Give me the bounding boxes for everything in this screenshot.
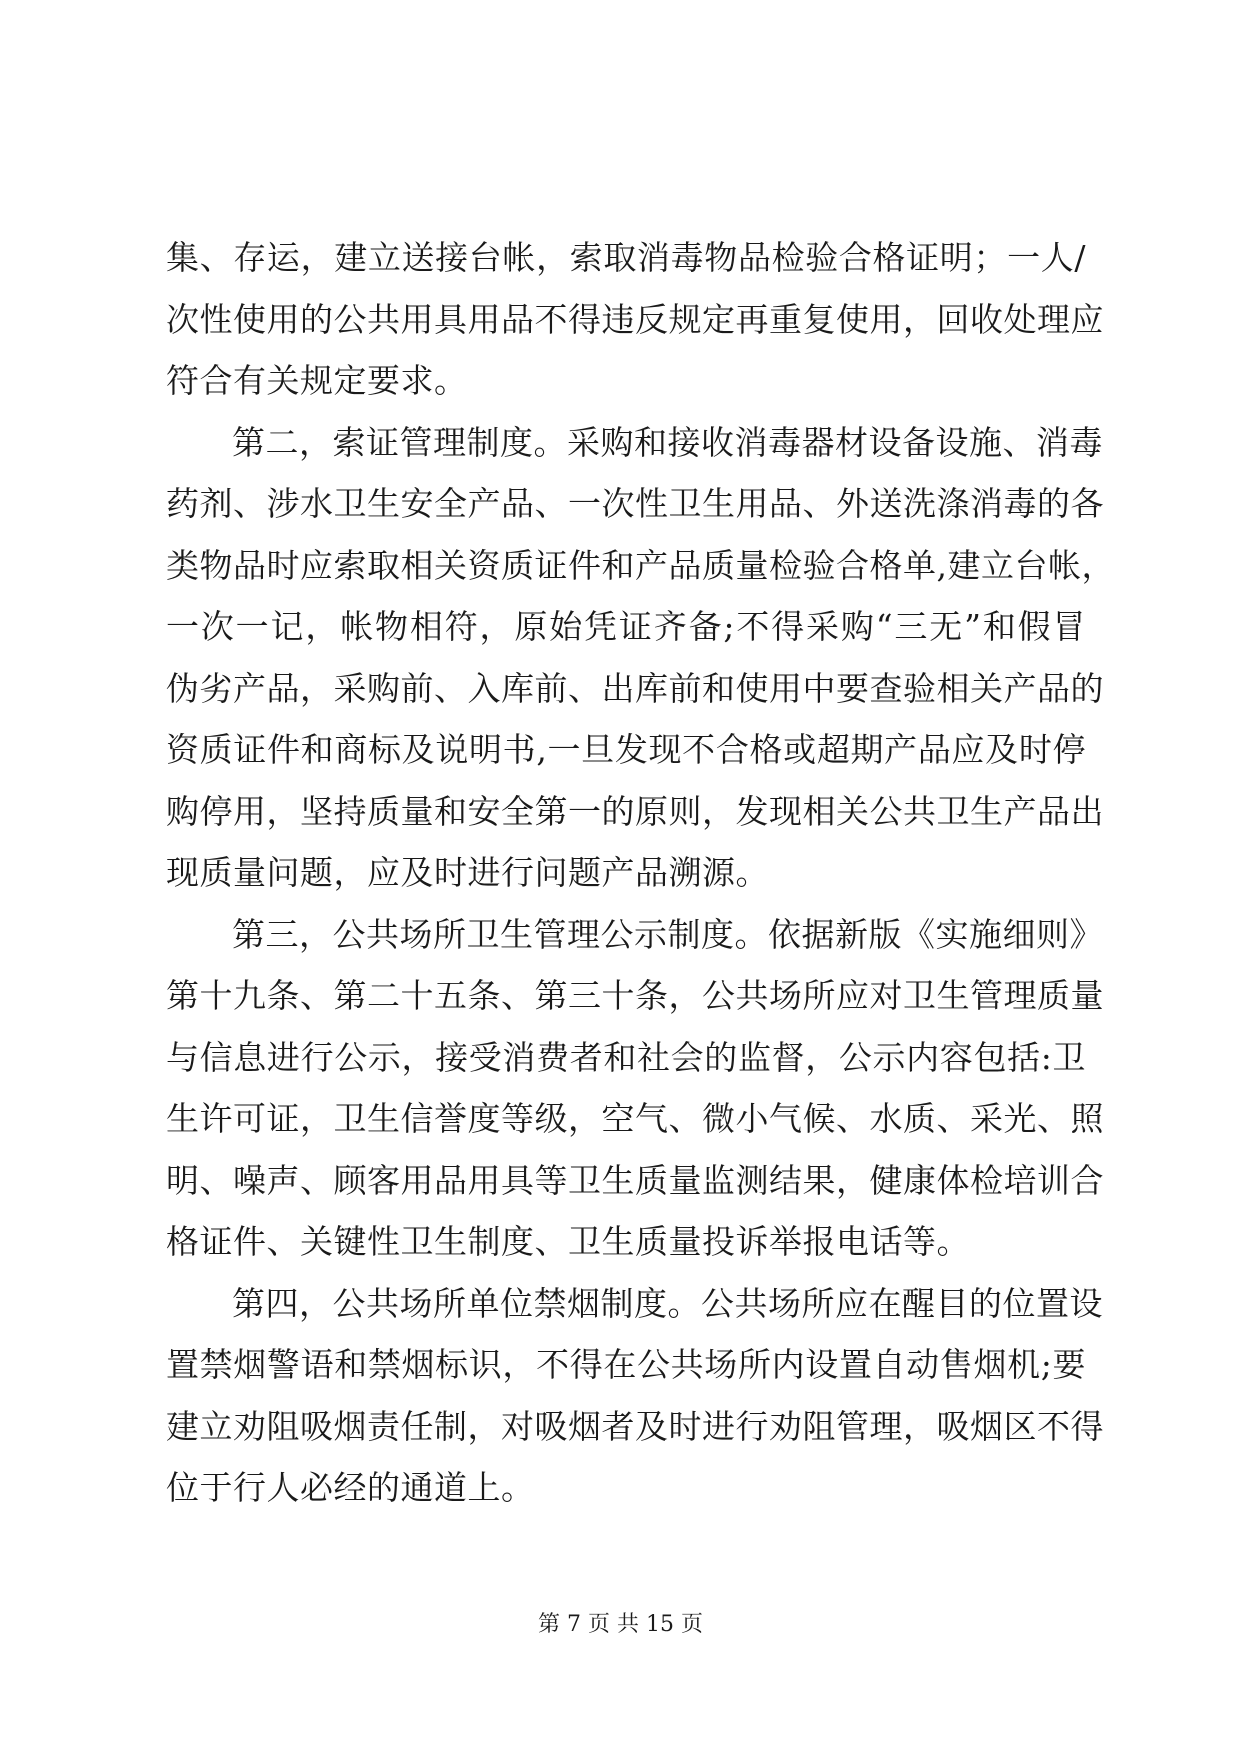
text-line: 与信息进行公示，接受消费者和社会的监督，公示内容包括:卫 (166, 1037, 1086, 1077)
text-line: 明、噪声、顾客用品用具等卫生质量监测结果，健康体检培训合 (166, 1160, 1104, 1200)
text-line: 购停用，坚持质量和安全第一的原则，发现相关公共卫生产品出 (166, 791, 1104, 831)
text-line: 格证件、关键性卫生制度、卫生质量投诉举报电话等。 (166, 1222, 970, 1261)
paragraph-disinfection-continued (166, 227, 1104, 412)
paragraph-hygiene-disclosure (166, 904, 1104, 1273)
text-line: 药剂、涉水卫生安全产品、一次性卫生用品、外送洗涤消毒的各 (166, 484, 1104, 523)
text-line: 现质量问题，应及时进行问题产品溯源。 (166, 853, 769, 892)
text-line: 第三，公共场所卫生管理公示制度。依据新版《实施细则》 (232, 914, 1103, 954)
page-number: 第 7 页 共 15 页 (538, 1612, 703, 1637)
text-line: 伪劣产品，采购前、入库前、出库前和使用中要查验相关产品的 (166, 668, 1104, 708)
text-line: 次性使用的公共用具用品不得违反规定再重复使用，回收处理应 (166, 299, 1104, 339)
text-line: 第四，公共场所单位禁烟制度。公共场所应在醒目的位置设 (232, 1283, 1103, 1323)
text-line: 一次一记，帐物相符，原始凭证齐备;不得采购“三无”和假冒 (166, 607, 1086, 646)
text-line: 生许可证，卫生信誉度等级，空气、微小气候、水质、采光、照 (166, 1099, 1104, 1138)
text-line: 资质证件和商标及说明书,一旦发现不合格或超期产品应及时停 (166, 730, 1086, 769)
document-body (166, 227, 1115, 1519)
text-line: 符合有关规定要求。 (166, 361, 468, 400)
paragraph-smoking-ban (166, 1273, 1104, 1519)
paragraph-certificate-management (166, 412, 1115, 904)
text-line: 置禁烟警语和禁烟标识，不得在公共场所内设置自动售烟机;要 (166, 1345, 1086, 1384)
text-line: 集、存运，建立送接台帐，索取消毒物品检验合格证明；一人/ (166, 238, 1086, 277)
text-line: 类物品时应索取相关资质证件和产品质量检验合格单,建立台帐， (166, 545, 1115, 585)
text-line: 第十九条、第二十五条、第三十条，公共场所应对卫生管理质量 (166, 976, 1104, 1015)
page-footer (0, 1610, 1241, 1640)
text-line: 位于行人必经的通道上。 (166, 1468, 535, 1507)
text-line: 建立劝阻吸烟责任制，对吸烟者及时进行劝阻管理，吸烟区不得 (166, 1406, 1104, 1446)
text-line: 第二，索证管理制度。采购和接收消毒器材设备设施、消毒 (232, 422, 1103, 462)
